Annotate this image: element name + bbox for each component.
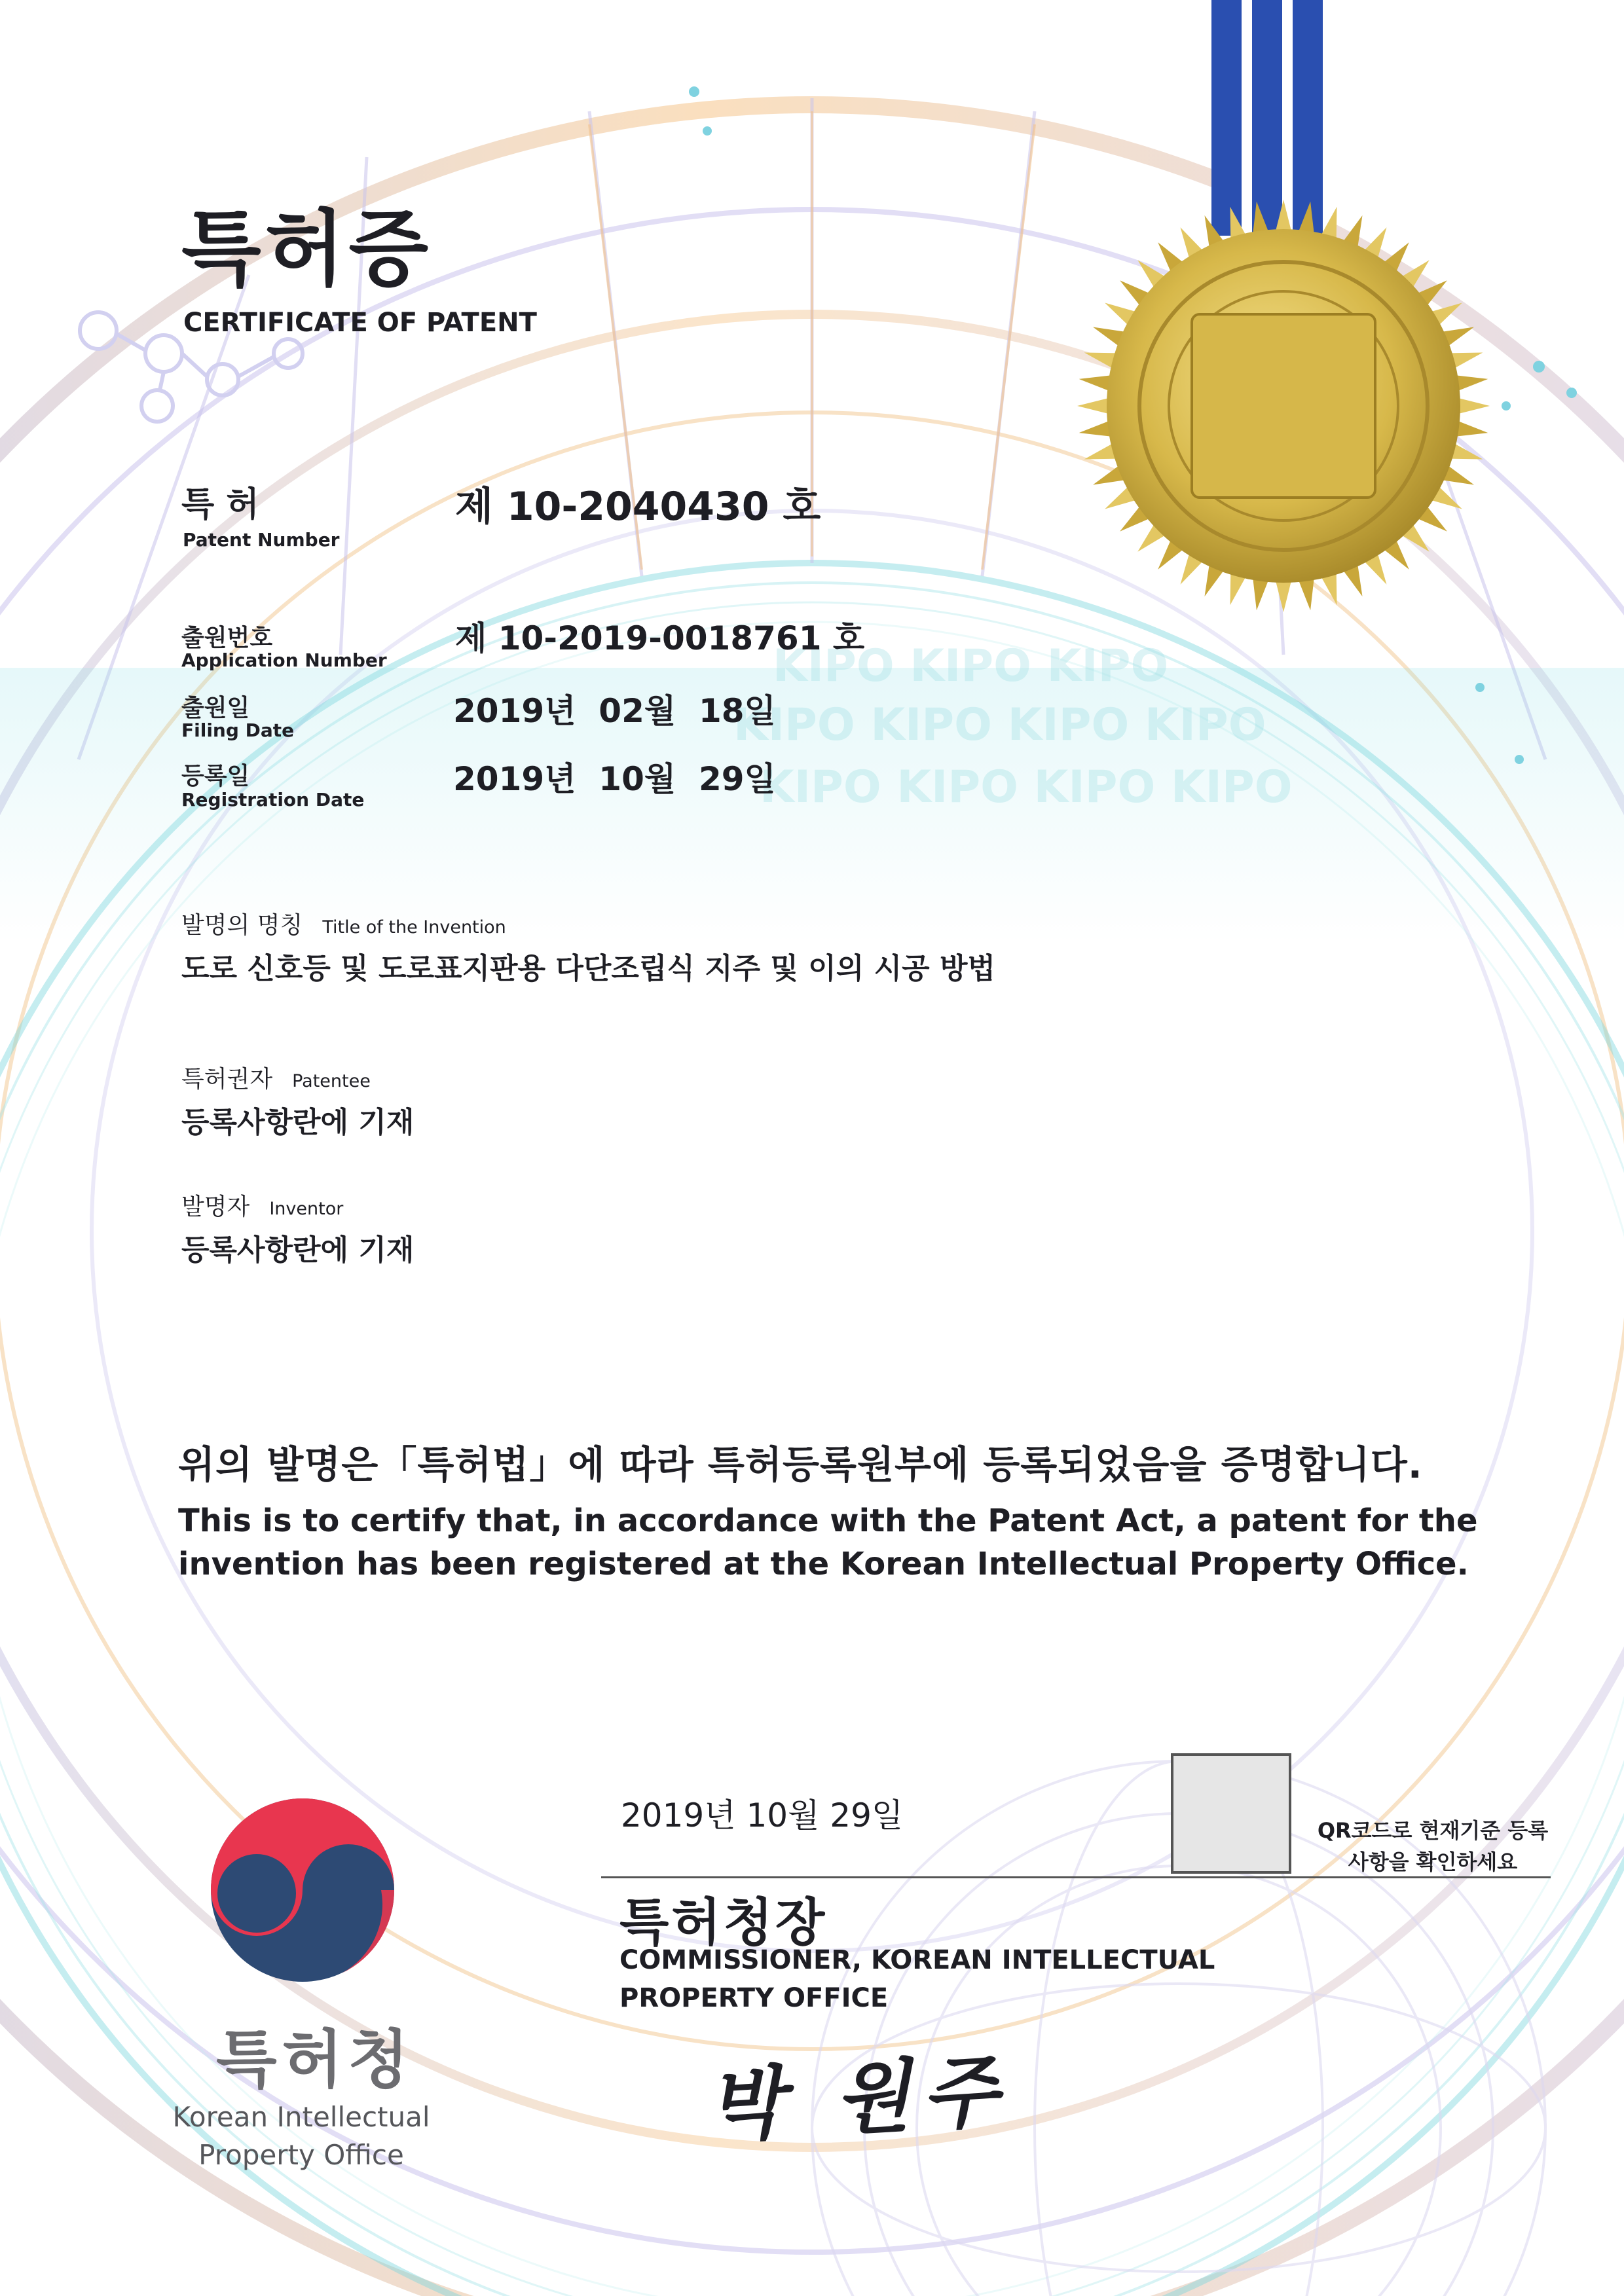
kipo-emblem	[211, 1798, 394, 1982]
qr-code-note: QR코드로 현재기준 등록사항을 확인하세요	[1317, 1818, 1549, 1874]
invention-title-label-en: Title of the Invention	[322, 917, 506, 938]
application-number-label-ko: 출원번호	[181, 625, 273, 651]
certification-text-english: This is to certify that, in accordance with the Patent Act, a patent for the invention has been registered at the Korean Intellectual Property Office.	[178, 1503, 1478, 1582]
patentee-label	[181, 1061, 371, 1094]
svg-text:KIPO KIPO KIPO: KIPO KIPO KIPO	[773, 640, 1169, 692]
commissioner-title-korean: 특허청장	[619, 1893, 828, 1952]
certificate-title-english: CERTIFICATE OF PATENT	[183, 308, 537, 338]
qr-code	[1172, 1755, 1290, 1872]
office-name-english: Korean Intellectual Property Office	[172, 2101, 430, 2171]
registration-date-label-en: Registration Date	[181, 789, 365, 811]
patentee-value: 등록사항란에 기재	[181, 1106, 415, 1139]
svg-text:KIPO KIPO KIPO KIPO: KIPO KIPO KIPO KIPO	[733, 699, 1266, 751]
application-number-value: 제 10-2019-0018761 호	[455, 619, 865, 657]
filing-date-label-en: Filing Date	[181, 720, 295, 741]
inventor-label-ko: 발명자	[181, 1194, 250, 1220]
invention-title-label	[181, 907, 506, 940]
registration-date-label-ko: 등록일	[181, 763, 250, 790]
application-number-label-en: Application Number	[181, 649, 387, 671]
certification-text-korean: 위의 발명은「특허법」에 따라 특허등록원부에 등록되었음을 증명합니다.	[178, 1442, 1423, 1487]
patentee-label-en: Patentee	[292, 1071, 371, 1091]
filing-date-label-ko: 출원일	[181, 695, 250, 721]
patent-number-label-en: Patent Number	[183, 529, 340, 551]
inventor-label-en: Inventor	[269, 1199, 344, 1219]
seal-ribbon	[1211, 0, 1329, 236]
commissioner-title-english: COMMISSIONER, KOREAN INTELLECTUAL PROPERTY OFFICE	[619, 1945, 1215, 2013]
kipo-watermark	[733, 640, 1293, 813]
inventor-value: 등록사항란에 기재	[181, 1233, 415, 1267]
svg-text:KIPO KIPO KIPO KIPO: KIPO KIPO KIPO KIPO	[760, 761, 1293, 813]
gold-seal	[1077, 200, 1490, 612]
inventor-label	[181, 1188, 343, 1222]
patent-number-value: 제 10-2040430 호	[455, 484, 821, 530]
commissioner-signature: 박 원주	[705, 2045, 1012, 2153]
registration-date-value: 2019년 10월 29일	[453, 760, 776, 798]
patentee-label-ko: 특허권자	[181, 1066, 273, 1093]
invention-title-value: 도로 신호등 및 도로표지판용 다단조립식 지주 및 이의 시공 방법	[181, 952, 995, 985]
invention-title-label-ko: 발명의 명칭	[181, 912, 303, 939]
filing-date-value: 2019년 02월 18일	[453, 692, 776, 730]
patent-number-label-ko: 특 허	[181, 485, 259, 524]
office-name-korean: 특허청	[216, 2023, 415, 2096]
issue-date: 2019년 10월 29일	[621, 1796, 904, 1834]
certificate-title-korean: 특허증	[181, 201, 433, 297]
